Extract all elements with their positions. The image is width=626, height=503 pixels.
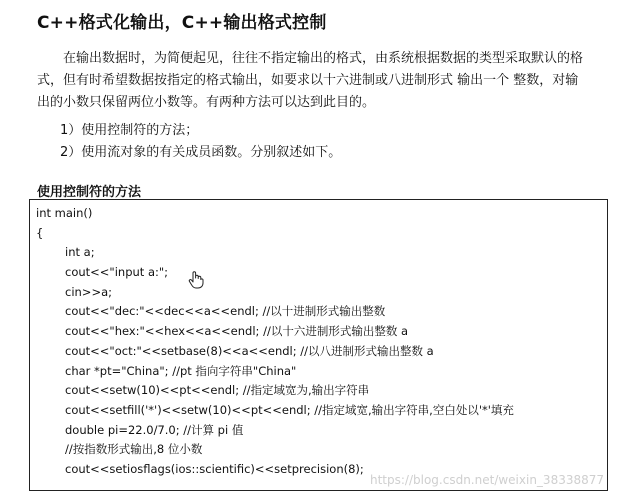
code-line: int main() (36, 206, 93, 220)
code-block (29, 199, 608, 491)
code-line: //按指数形式输出,8 位小数 (65, 442, 203, 457)
code-line: cout<<setfill('*')<<setw(10)<<pt<<endl; //指定域宽,输出字符串,空白处以'*'填充 (65, 402, 514, 417)
code-line: cout<<"dec:"<<dec<<a<<endl; //以十进制形式输出整数 (65, 304, 386, 319)
code-line: cout<<"input a:"; (65, 265, 169, 280)
code-line: double pi=22.0/7.0; //计算 pi 值 (65, 422, 244, 437)
code-line: cout<<"oct:"<<setbase(8)<<a<<endl; //以八进制形式输出整数 a (65, 343, 434, 358)
intro-paragraph: 在输出数据时，为简便起见，往往不指定输出的格式，由系统根据数据的类型采取默认的格式，但有时希望数据按指定的格式输出，如要求以十六进制或八进制形式 输出一个 整数，对输出的小数只保留两位小数等。有两种方法可以达到此目的。 (37, 51, 584, 110)
watermark: https://blog.csdn.net/weixin_38338877 (370, 473, 605, 487)
code-line: char *pt="China"; //pt 指向字符串"China" (65, 363, 297, 378)
page-title: C++格式化输出，C++输出格式控制 (37, 13, 327, 33)
code-line: cin>>a; (65, 284, 112, 299)
code-line: { (36, 225, 44, 240)
code-content (36, 204, 601, 480)
method-item-1: 1）使用控制符的方法； (60, 123, 199, 138)
code-line: int a; (65, 245, 95, 260)
method-item-2: 2）使用流对象的有关成员函数。分别叙述如下。 (60, 145, 342, 160)
code-line: cout<<"hex:"<<hex<<a<<endl; //以十六进制形式输出整数 a (65, 324, 409, 339)
code-line: cout<<setw(10)<<pt<<endl; //指定域宽为,输出字符串 (65, 383, 370, 398)
code-line: cout<<setiosflags(ios::scientific)<<setprecision(8); (65, 461, 364, 476)
hand-cursor-icon (188, 270, 204, 290)
section-heading: 使用控制符的方法 (37, 185, 142, 200)
